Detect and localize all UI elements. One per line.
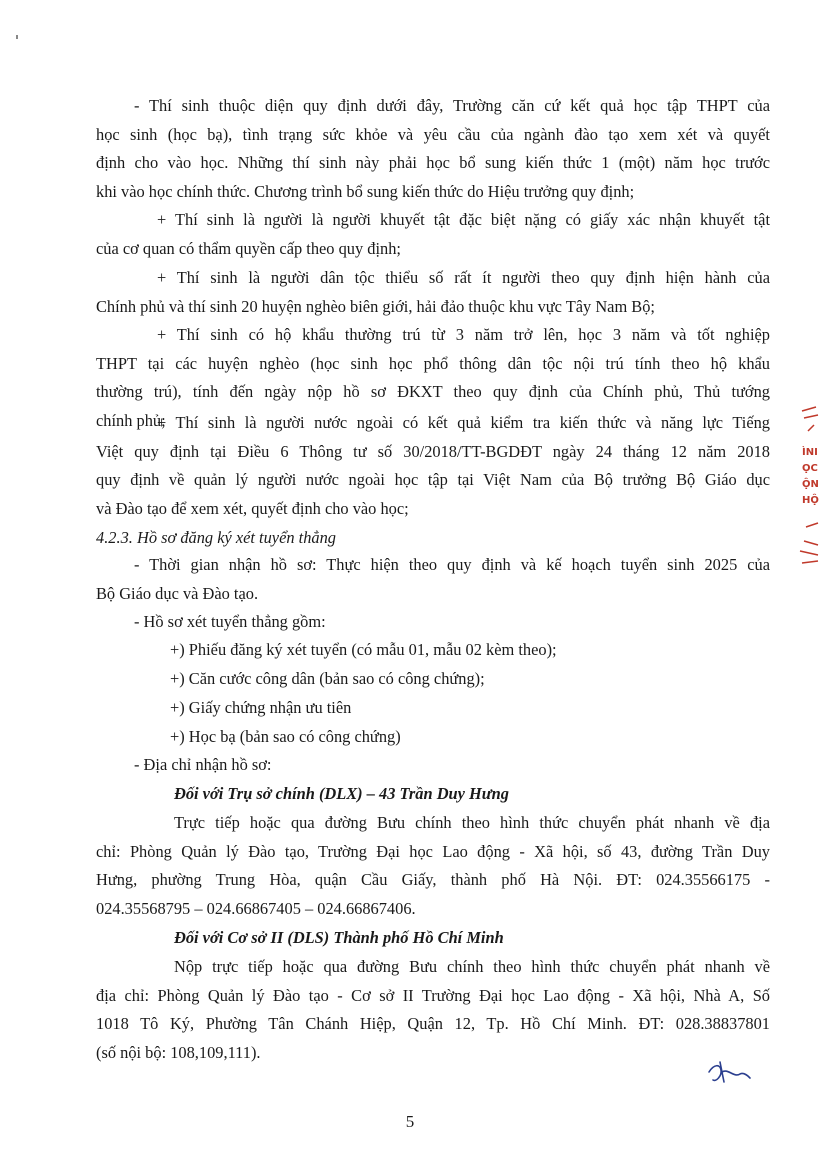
- text-line: +) Học bạ (bản sao có công chứng): [170, 727, 401, 746]
- text-line: 024.35568795 – 024.66867405 – 024.66867406.: [96, 899, 416, 919]
- text-line: +) Căn cước công dân (bản sao có công chứng);: [170, 669, 485, 688]
- text-line: và Đào tạo để xem xét, quyết định cho vào học;: [96, 499, 409, 519]
- text-line: - Hồ sơ xét tuyển thẳng gồm:: [134, 612, 326, 631]
- stamp-text-4: HỘ: [802, 495, 819, 506]
- text-line: Chính phủ và thí sinh 20 huyện nghèo biên giới, hải đảo thuộc khu vực Tây Nam Bộ;: [96, 296, 655, 316]
- text-line: chính phủ;: [96, 411, 166, 431]
- text-line: (số nội bộ: 108,109,111).: [96, 1043, 261, 1063]
- subsection-heading: Đối với Trụ sở chính (DLX) – 43 Trần Duy Hưng: [174, 784, 509, 803]
- text-line: địa chỉ: Phòng Quản lý Đào tạo - Cơ sở II Trường Đại học Lao động - Xã hội, Nhà A, Số: [96, 985, 770, 1005]
- text-line: Trực tiếp hoặc qua đường Bưu chính theo hình thức chuyển phát nhanh về địa: [174, 813, 770, 832]
- text-line: - Thời gian nhận hồ sơ: Thực hiện theo quy định và kế hoạch tuyển sinh 2025 của: [134, 555, 770, 574]
- stamp-text-1: ÌNI: [802, 447, 818, 458]
- text-line: + Thí sinh là người là người khuyết tật đặc biệt nặng có giấy xác nhận khuyết tật: [157, 210, 770, 229]
- red-stamp-fragment: [794, 405, 820, 575]
- subsection-heading: Đối với Cơ sở II (DLS) Thành phố Hồ Chí Minh: [174, 928, 504, 947]
- text-line: chỉ: Phòng Quản lý Đào tạo, Trường Đại học Lao động - Xã hội, số 43, đường Trần Duy: [96, 841, 770, 861]
- text-line: +) Giấy chứng nhận ưu tiên: [170, 698, 352, 717]
- text-line: + Thí sinh là người nước ngoài có kết quả kiểm tra kiến thức và năng lực Tiếng: [157, 413, 770, 432]
- text-line: Nộp trực tiếp hoặc qua đường Bưu chính theo hình thức chuyển phát nhanh về: [174, 957, 770, 976]
- text-line: - Địa chỉ nhận hồ sơ:: [134, 755, 272, 774]
- text-line: Bộ Giáo dục và Đào tạo.: [96, 583, 259, 603]
- text-line: Hưng, phường Trung Hòa, quận Cầu Giấy, thành phố Hà Nội. ĐT: 024.35566175 -: [96, 870, 770, 890]
- section-heading: 4.2.3. Hồ sơ đăng ký xét tuyển thẳng: [96, 528, 336, 547]
- text-line: học sinh (học bạ), tình trạng sức khỏe và yêu cầu của ngành đào tạo xem xét và quyết: [96, 124, 770, 144]
- stamp-text-3: ỘN: [802, 479, 819, 490]
- text-line: khi vào học chính thức. Chương trình bổ sung kiến thức do Hiệu trưởng quy định;: [96, 182, 635, 202]
- signature-mark: [706, 1058, 752, 1088]
- text-line: 1018 Tô Ký, Phường Tân Chánh Hiệp, Quận 12, Tp. Hồ Chí Minh. ĐT: 028.38837801: [96, 1014, 770, 1034]
- text-line: thường trú), tính đến ngày nộp hồ sơ ĐKXT theo quy định của Chính phủ, Thủ tướng: [96, 382, 770, 402]
- text-line: +) Phiếu đăng ký xét tuyển (có mẫu 01, mẫu 02 kèm theo);: [170, 640, 557, 659]
- text-line: - Thí sinh thuộc diện quy định dưới đây, Trường căn cứ kết quả học tập THPT của: [134, 96, 770, 115]
- text-line: + Thí sinh có hộ khẩu thường trú từ 3 năm trở lên, học 3 năm và tốt nghiệp: [157, 325, 770, 344]
- stamp-text-2: ỌC: [802, 463, 818, 474]
- text-line: Việt quy định tại Điều 6 Thông tư số 30/2018/TT-BGDĐT ngày 24 tháng 12 năm 2018: [96, 441, 770, 461]
- text-line: định cho vào học. Những thí sinh này phải học bổ sung kiến thức 1 (một) năm học trước: [96, 153, 770, 173]
- text-line: + Thí sinh là người dân tộc thiểu số rất ít người theo quy định hiện hành của: [157, 268, 770, 287]
- scan-mark: [16, 35, 18, 39]
- text-line: của cơ quan có thẩm quyền cấp theo quy định;: [96, 238, 401, 258]
- page-number: 5: [405, 1112, 415, 1131]
- text-line: THPT tại các huyện nghèo (học sinh học phổ thông dân tộc nội trú tính theo hộ khẩu: [96, 353, 770, 373]
- text-line: quy định về quản lý người nước ngoài học tập tại Việt Nam của Bộ trưởng Bộ Giáo dục: [96, 470, 770, 490]
